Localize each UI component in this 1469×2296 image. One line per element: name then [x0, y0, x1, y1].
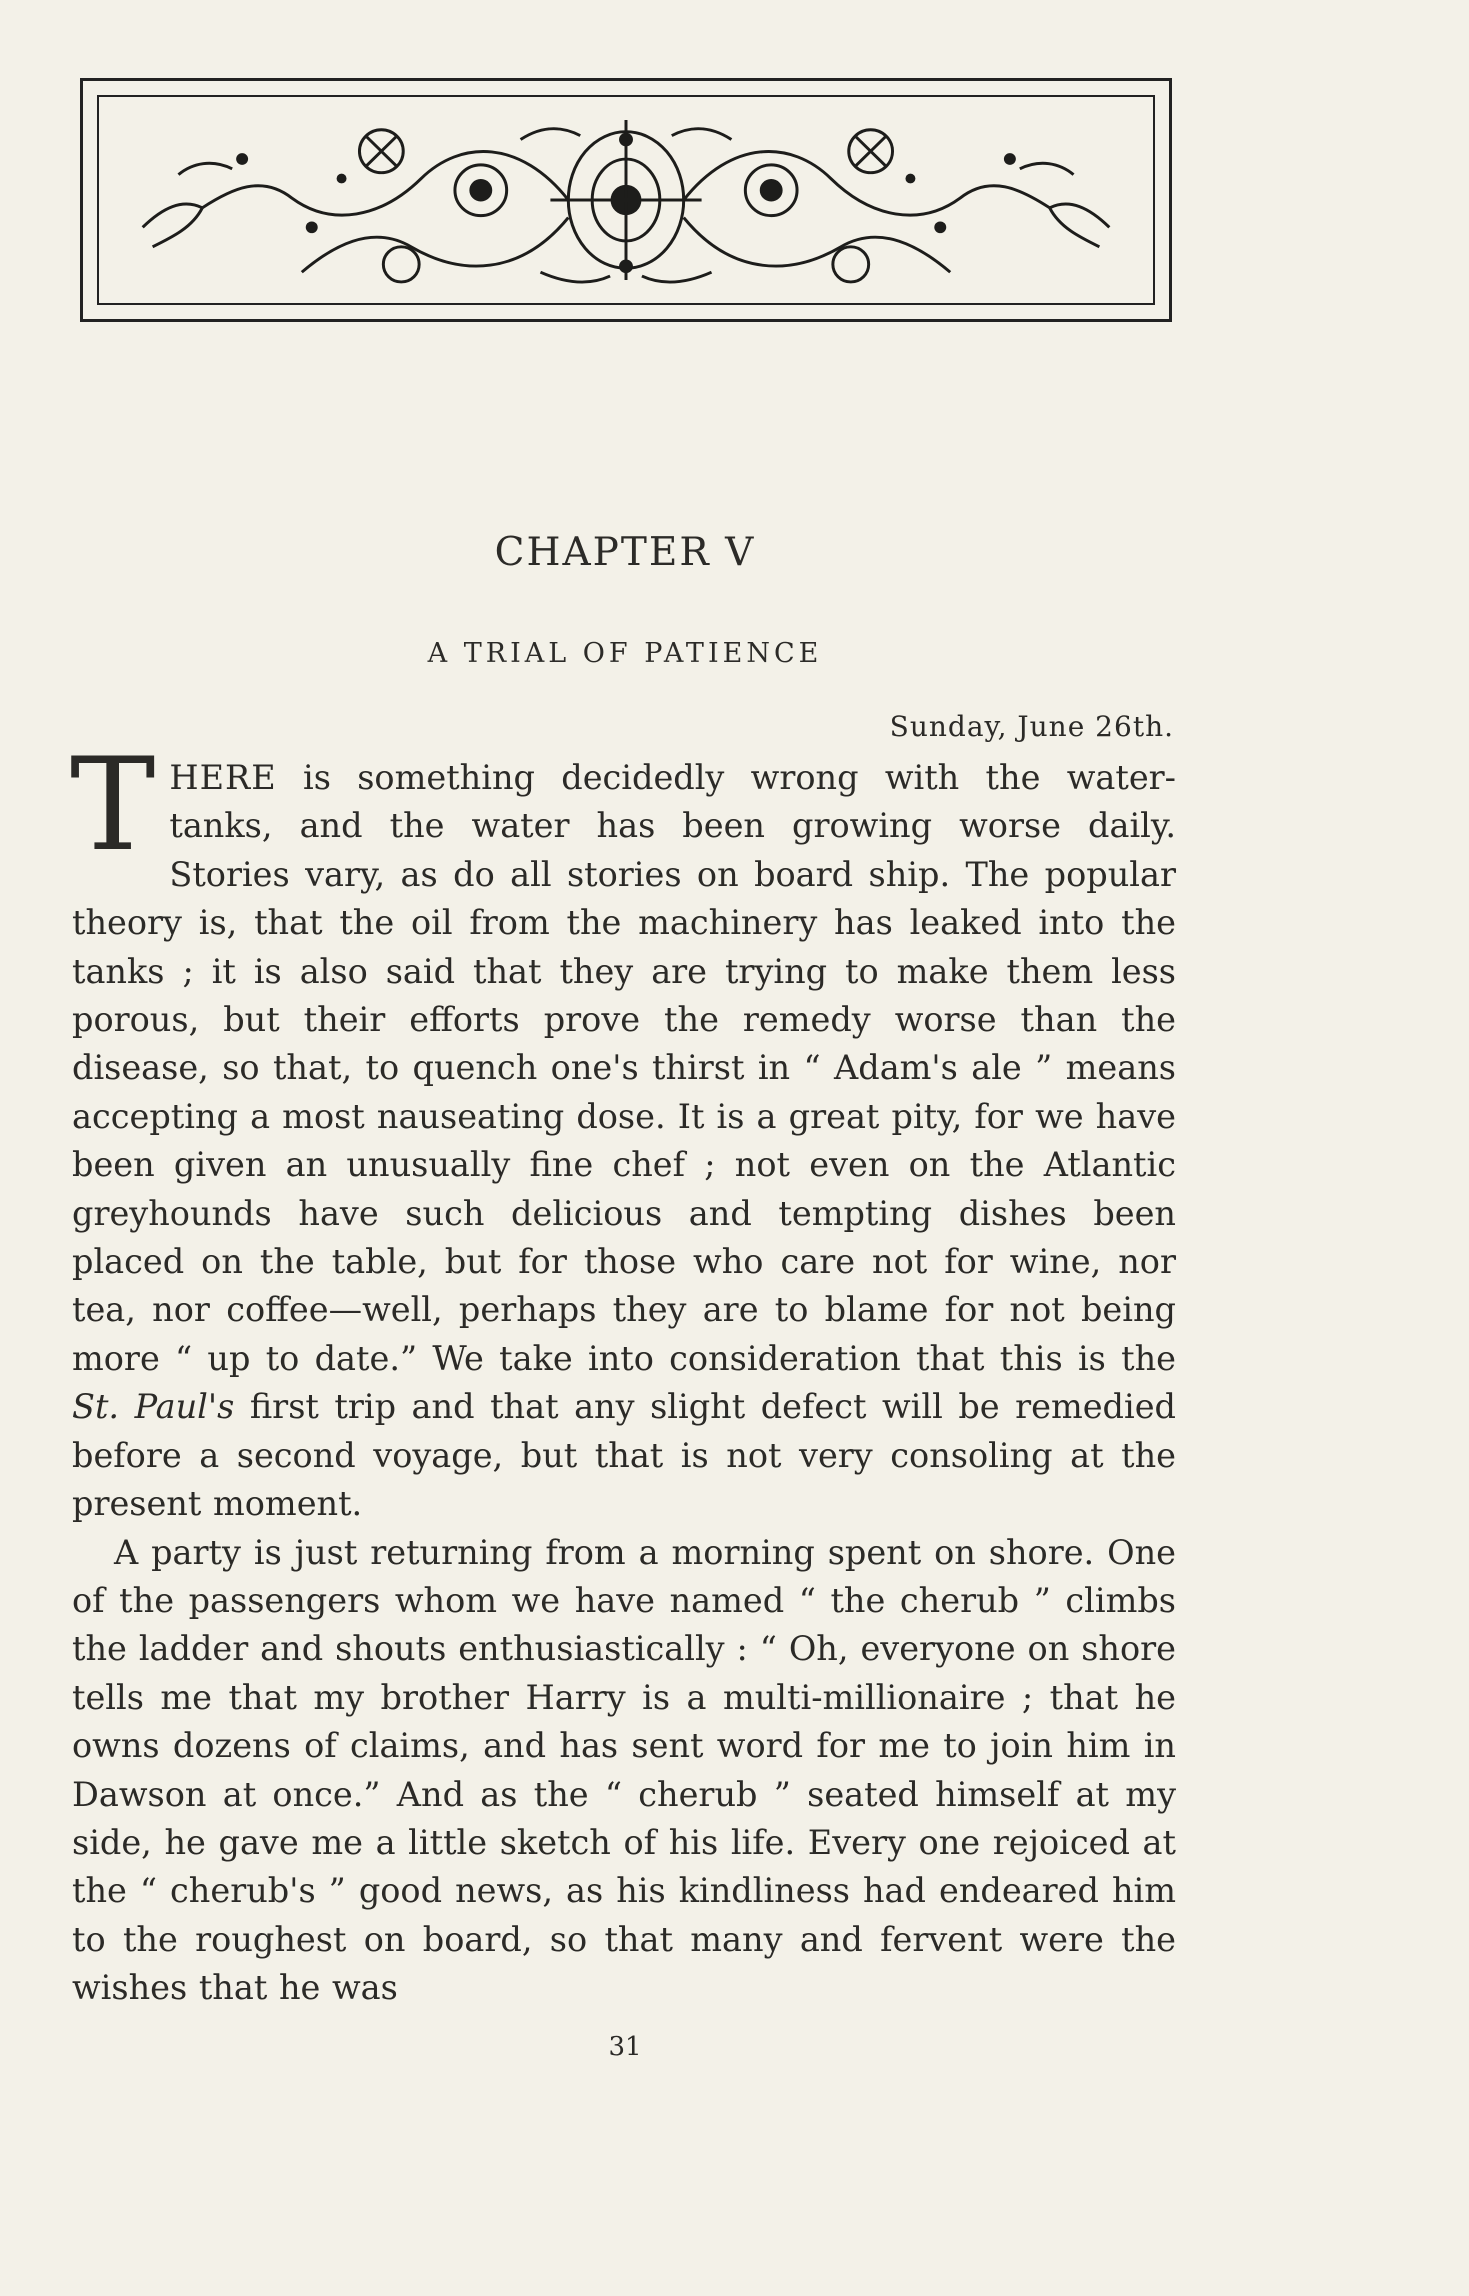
chapter-title: CHAPTER V — [494, 530, 756, 575]
body-text — [70, 731, 1176, 2013]
ship-name: St. Paul's — [72, 1387, 235, 1427]
chapter-subtitle: A TRIAL OF PATIENCE — [427, 638, 823, 669]
lead-word: HERE — [169, 758, 277, 797]
floral-scroll-ornament-icon — [83, 81, 1169, 319]
drop-cap: T — [70, 731, 156, 880]
dateline: Sunday, June 26th. — [889, 710, 1174, 743]
paragraph-1-text-a: is something decidedly wrong with the water-tanks, and the water has been growing worse daily. Stories vary, as do all stories on board ship. The popular theory is, that the oil from the machinery has leaked into the tanks ; it is also said that they are trying to make them less porous, but their efforts prove the remedy worse than the disease, so that, to quench one's thirst in “ Adam's ale ” means accepting a most nauseating dose. It is a great pity, for we have been given an unusually fine chef ; not even on the Atlantic greyhounds have such delicious and tempting dishes been placed on the table, but for those who care not for wine, nor tea, nor coffee—well, perhaps they are to blame for not being more “ up to date.” We take into consideration that this is the — [72, 758, 1176, 1378]
chapter-ornament — [80, 78, 1172, 322]
paragraph-2: A party is just returning from a morning spent on shore. One of the passengers whom we have named “ the cherub ” climbs the ladder and shouts enthusiastically : “ Oh, everyone on shore tells me that my brother Harry is a multi-millionaire ; that he owns dozens of claims, and has sent word for me to join him in Dawson at once.” And as the “ cherub ” seated himself at my side, he gave me a little sketch of his life. Every one rejoiced at the “ cherub's ” good news, as his kindliness had endeared him to the roughest on board, so that many and fervent were the wishes that he was — [72, 1532, 1176, 2008]
paragraph-1 — [70, 731, 1176, 1529]
page-number: 31 — [608, 2032, 642, 2062]
paragraph-1-text-b: first trip and that any slight defect will be remedied before a second voyage, but that is not very consoling at the present moment. — [72, 1387, 1176, 1524]
